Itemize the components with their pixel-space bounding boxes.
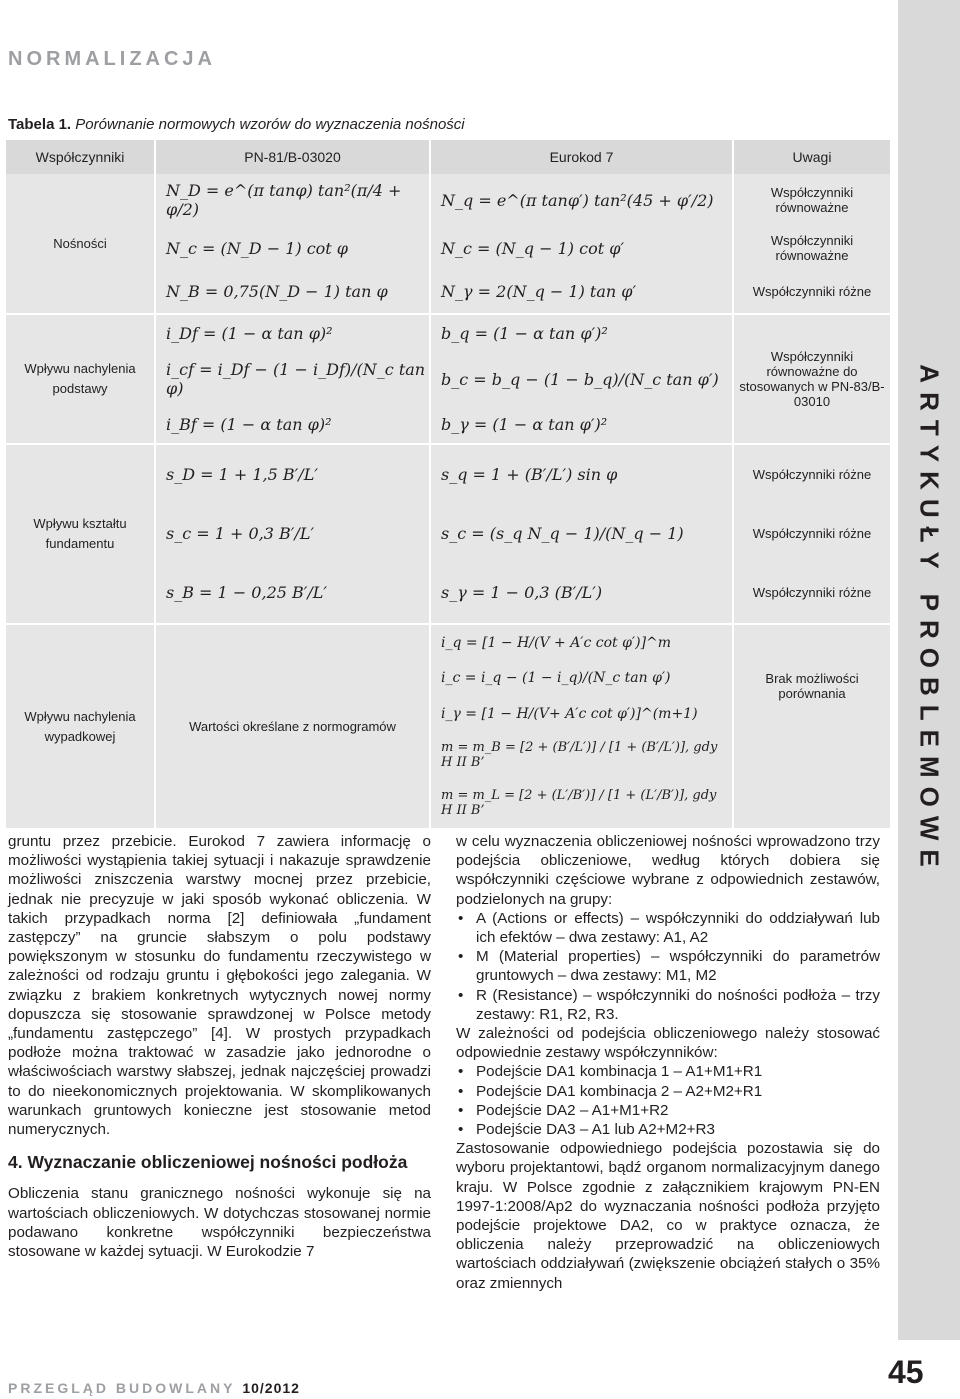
pn-formula: i_Df = (1 − α tan φ)² xyxy=(155,314,430,352)
body-paragraph: W zależności od podejścia obliczeniowego należy stosować odpowiednie zestawy współczynników: xyxy=(456,1025,880,1062)
list-item: • R (Resistance) – współczynniki do nośności podłoża – trzy zestawy: R1, R2, R3. xyxy=(456,986,880,1024)
list-item: • Podejście DA2 – A1+M1+R2 xyxy=(456,1101,880,1120)
body-paragraph: Zastosowanie odpowiedniego podejścia pozostawia się do wyboru projektantowi, bądź organom normalizacyjnym danego kraju. W Polsce zgodnie z załącznikiem krajowym PN-EN 1997-1:2008/Ap2 do wyznaczania nośności podłoża przyjęto podejście projektowe DA2, co w praktyce oznacza, że obliczenia należy przeprowadzić na obliczeniowych wartościach oddziaływań (zwiększenie obciążeń stałych o 35% oraz zmiennych xyxy=(456,1140,880,1292)
ec-formula: s_γ = 1 − 0,3 (B′/L′) xyxy=(430,562,733,624)
ec-formula: b_γ = (1 − α tan φ′)² xyxy=(430,406,733,444)
pn-formula: N_B = 0,75(N_D − 1) tan φ xyxy=(155,270,430,314)
ec-formula: s_q = 1 + (B′/L′) sin φ xyxy=(430,444,733,504)
body-paragraph: gruntu przez przebicie. Eurokod 7 zawiera informację o możliwości wystąpienia takiej sytuacji i nakazuje sprawdzenie możliwości zniszczenia warstwy mocnej przez przebicie, jednak nie precyzuje w jaki sposób wykonać obliczenia. W takich przypadkach norma [2] definiowała „fundament zastępczy” na gruncie słabszym o polu podstawy powiększonym w stosunku do fundamentu rzeczywistego w zależności od rodzaju gruntu i głębokości jego zalegania. W związku z brakiem konkretnych wytycznych nowej normy dopuszcza się stosowanie sprawdzonej w Polsce metody „fundamentu zastępczego” [4]. W prostych przypadkach podłoże można traktować w zasadzie jako jednorodne o właściwościach warstwy słabszej, jednak najczęściej prowadzi to do nieekonomicznych projektowania. W skomplikowanych warunkach gruntowych konieczne jest stosowanie metod numerycznych. xyxy=(8,833,431,1139)
note: Współczynniki różne xyxy=(733,444,890,504)
group-label: Nośności xyxy=(6,174,155,314)
table-caption-label: Tabela 1. xyxy=(8,116,72,133)
pn-formula: N_c = (N_D − 1) cot φ xyxy=(155,226,430,270)
approaches-list xyxy=(456,1062,880,1139)
ec-formula: b_c = b_q − (1 − b_q)/(N_c tan φ′) xyxy=(430,352,733,406)
ec-formula: N_c = (N_q − 1) cot φ′ xyxy=(430,226,733,270)
list-item: • Podejście DA1 kombinacja 2 – A2+M2+R1 xyxy=(456,1082,880,1101)
body-paragraph: Obliczenia stanu granicznego nośności wykonuje się na wartościach obliczeniowych. W dotychczas stosowanej normie podawano konkretne współczynniki bezpieczeństwa stosowane w każdej sytuacji. W Eurokodzie 7 xyxy=(8,1185,431,1261)
page-number: 45 xyxy=(888,1354,924,1390)
issue-number: 10/2012 xyxy=(242,1380,300,1396)
list-item: • Podejście DA1 kombinacja 1 – A1+M1+R1 xyxy=(456,1062,880,1081)
list-item: • A (Actions or effects) – współczynniki do oddziaływań lub ich efektów – dwa zestawy: A1, A2 xyxy=(456,909,880,947)
ec-formula: m = m_B = [2 + (B′/L′)] / [1 + (B′/L′)], gdy H II B’ xyxy=(430,732,733,778)
note: Współczynniki różne xyxy=(733,562,890,624)
body-paragraph: w celu wyznaczenia obliczeniowej nośności wprowadzono trzy podejścia obliczeniowe, według których dobiera się współczynniki częściowe wybrane z odpowiednich zestawów, podzielonych na grupy: xyxy=(456,833,880,908)
right-column xyxy=(456,832,880,1293)
note: Współczynniki równoważne xyxy=(733,226,890,270)
sidebar-title: ARTYKUŁY PROBLEMOWE xyxy=(914,364,945,876)
section-header: NORMALIZACJA xyxy=(8,48,216,70)
footer xyxy=(8,1380,300,1396)
group-label: Wpływu kształtu fundamentu xyxy=(6,444,155,624)
table-header: Współczynniki xyxy=(6,140,155,174)
note: Współczynniki różne xyxy=(733,270,890,314)
pn-formula: Wartości określane z normogramów xyxy=(155,624,430,828)
note: Współczynniki różne xyxy=(733,504,890,562)
table-header: Eurokod 7 xyxy=(430,140,733,174)
list-item: • M (Material properties) – współczynniki do parametrów gruntowych – dwa zestawy: M1, M2 xyxy=(456,947,880,985)
list-item: • Podejście DA3 – A1 lub A2+M2+R3 xyxy=(456,1120,880,1139)
table-caption xyxy=(8,116,465,133)
journal-name: PRZEGLĄD BUDOWLANY xyxy=(8,1380,236,1396)
ec-formula: N_q = e^(π tanφ′) tan²(45 + φ′/2) xyxy=(430,174,733,226)
table-header: Uwagi xyxy=(733,140,890,174)
group-label: Wpływu nachylenia podstawy xyxy=(6,314,155,444)
ec-formula: s_c = (s_q N_q − 1)/(N_q − 1) xyxy=(430,504,733,562)
pn-formula: s_B = 1 − 0,25 B′/L′ xyxy=(155,562,430,624)
ec-formula: i_γ = [1 − H/(V+ A′c cot φ′)]^(m+1) xyxy=(430,696,733,732)
pn-formula: N_D = e^(π tanφ) tan²(π/4 + φ/2) xyxy=(155,174,430,226)
ec-formula: i_q = [1 − H/(V + A′c cot φ′)]^m xyxy=(430,624,733,660)
ec-formula: i_c = i_q − (1 − i_q)/(N_c tan φ′) xyxy=(430,660,733,696)
factor-groups-list xyxy=(456,909,880,1024)
pn-formula: i_Bf = (1 − α tan φ)² xyxy=(155,406,430,444)
note: Brak możliwości porównania xyxy=(733,624,890,828)
section-heading: 4. Wyznaczanie obliczeniowej nośności podłoża xyxy=(8,1152,408,1173)
ec-formula: m = m_L = [2 + (L′/B′)] / [1 + (L′/B′)], gdy H II B’ xyxy=(430,778,733,828)
comparison-table xyxy=(6,140,890,828)
pn-formula: s_c = 1 + 0,3 B′/L′ xyxy=(155,504,430,562)
pn-formula: i_cf = i_Df − (1 − i_Df)/(N_c tan φ) xyxy=(155,352,430,406)
table-header: PN-81/B-03020 xyxy=(155,140,430,174)
ec-formula: b_q = (1 − α tan φ′)² xyxy=(430,314,733,352)
note: Współczynniki równoważne xyxy=(733,174,890,226)
left-column xyxy=(8,832,431,1261)
table-caption-text: Porównanie normowych wzorów do wyznaczenia nośności xyxy=(75,116,465,133)
ec-formula: N_γ = 2(N_q − 1) tan φ′ xyxy=(430,270,733,314)
pn-formula: s_D = 1 + 1,5 B′/L′ xyxy=(155,444,430,504)
note: Współczynniki równoważne do stosowanych w PN-83/B-03010 xyxy=(733,314,890,444)
group-label: Wpływu nachylenia wypadkowej xyxy=(6,624,155,828)
